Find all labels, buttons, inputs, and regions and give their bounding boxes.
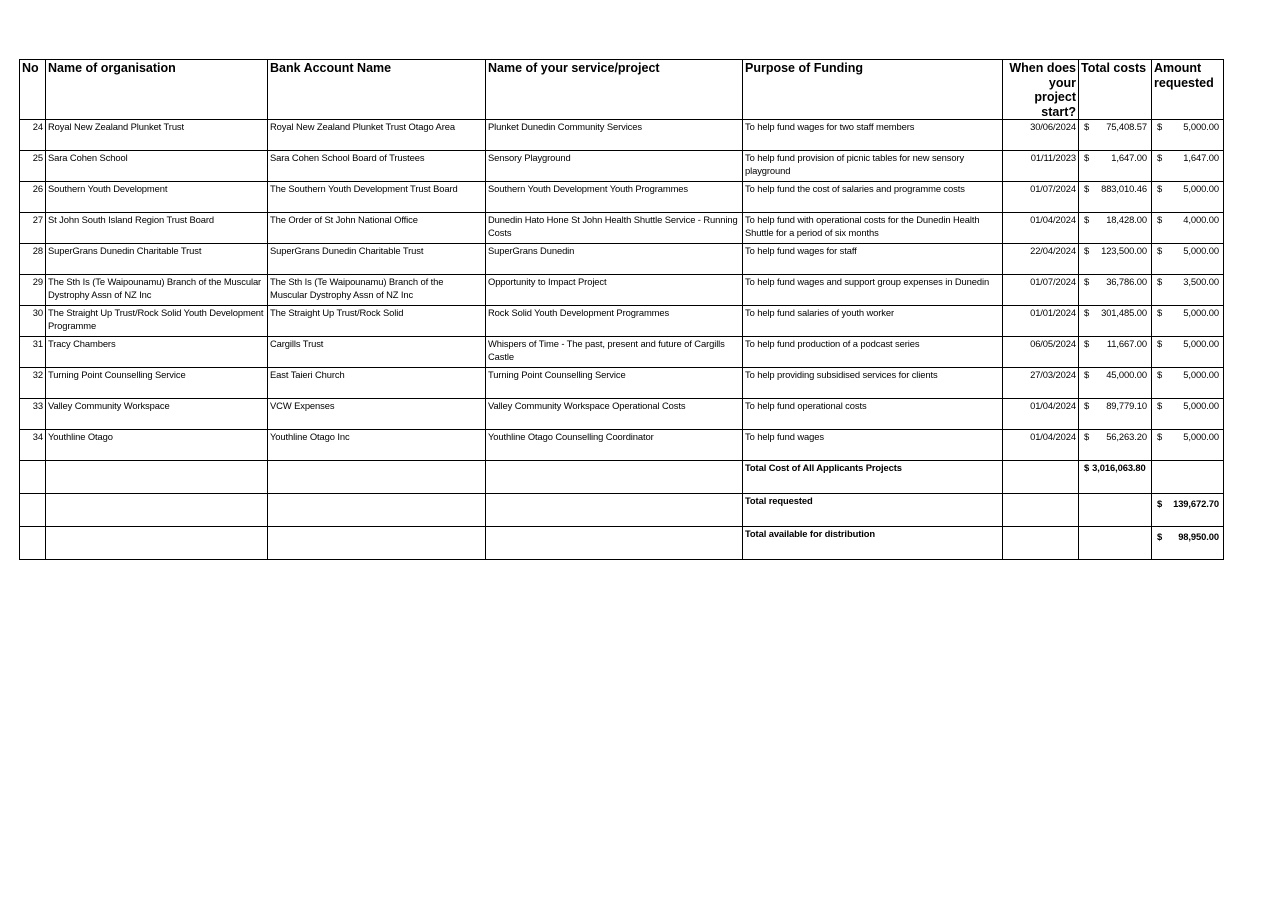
total-requested-cell [1152, 494, 1224, 527]
currency-symbol: $ [1084, 214, 1090, 225]
bank-account-name: The Order of St John National Office [268, 213, 486, 244]
total-available-row [20, 527, 1224, 560]
header-service: Name of your service/project [486, 60, 743, 120]
amount-requested-cell [1152, 213, 1224, 244]
amount-requested-value: 5,000.00 [1183, 183, 1219, 194]
total-cost-cell [1079, 461, 1152, 494]
start-date: 01/04/2024 [1003, 399, 1079, 430]
total-costs-cell [1079, 306, 1152, 337]
total-costs-value: 11,667.00 [1106, 338, 1147, 349]
organisation-name: Tracy Chambers [46, 337, 268, 368]
amount-requested-value: 5,000.00 [1183, 369, 1219, 380]
currency-symbol: $ [1084, 338, 1090, 349]
bank-account-name: Cargills Trust [268, 337, 486, 368]
header-row [20, 60, 1224, 120]
table-row [20, 275, 1224, 306]
organisation-name: Valley Community Workspace [46, 399, 268, 430]
service-name: Plunket Dunedin Community Services [486, 120, 743, 151]
service-name: Sensory Playground [486, 151, 743, 182]
amount-requested-value: 5,000.00 [1183, 121, 1219, 132]
start-date: 27/03/2024 [1003, 368, 1079, 399]
total-costs-cell [1079, 275, 1152, 306]
currency-symbol: $ [1084, 152, 1090, 163]
service-name: Whispers of Time - The past, present and future of Cargills Castle [486, 337, 743, 368]
header-bank-account: Bank Account Name [268, 60, 486, 120]
amount-requested-value: 1,647.00 [1183, 152, 1219, 163]
start-date: 30/06/2024 [1003, 120, 1079, 151]
total-cost-row [20, 461, 1224, 494]
service-name: Youthline Otago Counselling Coordinator [486, 430, 743, 461]
total-costs-value: 301,485.00 [1101, 307, 1147, 318]
table-row [20, 337, 1224, 368]
total-costs-value: 18,428.00 [1106, 214, 1147, 225]
total-available-label: Total available for distribution [743, 527, 1003, 560]
amount-requested-cell [1152, 120, 1224, 151]
funding-purpose: To help fund with operational costs for the Dunedin Health Shuttle for a period of six months [743, 213, 1003, 244]
currency-symbol: $ [1084, 276, 1090, 287]
funding-purpose: To help fund provision of picnic tables for new sensory playground [743, 151, 1003, 182]
currency-symbol: $ [1157, 152, 1163, 163]
bank-account-name: VCW Expenses [268, 399, 486, 430]
bank-account-name: The Sth Is (Te Waipounamu) Branch of the Muscular Dystrophy Assn of NZ Inc [268, 275, 486, 306]
total-costs-cell [1079, 244, 1152, 275]
total-available-cell [1152, 527, 1224, 560]
organisation-name: Sara Cohen School [46, 151, 268, 182]
amount-requested-cell [1152, 275, 1224, 306]
currency-symbol: $ [1084, 462, 1090, 473]
total-costs-cell [1079, 151, 1152, 182]
organisation-name: The Sth Is (Te Waipounamu) Branch of the Muscular Dystrophy Assn of NZ Inc [46, 275, 268, 306]
total-cost-value: 3,016,063.80 [1092, 462, 1146, 473]
row-number: 28 [20, 244, 46, 275]
currency-symbol: $ [1157, 307, 1163, 318]
amount-requested-value: 3,500.00 [1183, 276, 1219, 287]
header-start-date: When does your project start? [1003, 60, 1079, 120]
total-costs-cell [1079, 182, 1152, 213]
funding-purpose: To help fund the cost of salaries and programme costs [743, 182, 1003, 213]
total-costs-cell [1079, 337, 1152, 368]
organisation-name: St John South Island Region Trust Board [46, 213, 268, 244]
row-number: 31 [20, 337, 46, 368]
row-number: 30 [20, 306, 46, 337]
total-costs-cell [1079, 213, 1152, 244]
currency-symbol: $ [1084, 307, 1090, 318]
table-row [20, 120, 1224, 151]
start-date: 22/04/2024 [1003, 244, 1079, 275]
currency-symbol: $ [1157, 431, 1163, 442]
service-name: Valley Community Workspace Operational Costs [486, 399, 743, 430]
currency-symbol: $ [1157, 338, 1163, 349]
row-number: 34 [20, 430, 46, 461]
header-purpose: Purpose of Funding [743, 60, 1003, 120]
amount-requested-cell [1152, 337, 1224, 368]
organisation-name: Turning Point Counselling Service [46, 368, 268, 399]
amount-requested-cell [1152, 430, 1224, 461]
funding-purpose: To help fund wages for staff [743, 244, 1003, 275]
service-name: SuperGrans Dunedin [486, 244, 743, 275]
currency-symbol: $ [1084, 245, 1090, 256]
header-total-costs: Total costs [1079, 60, 1152, 120]
amount-requested-value: 5,000.00 [1183, 400, 1219, 411]
total-costs-value: 883,010.46 [1101, 183, 1147, 194]
organisation-name: SuperGrans Dunedin Charitable Trust [46, 244, 268, 275]
amount-requested-cell [1152, 368, 1224, 399]
start-date: 01/04/2024 [1003, 213, 1079, 244]
funding-purpose: To help fund operational costs [743, 399, 1003, 430]
bank-account-name: SuperGrans Dunedin Charitable Trust [268, 244, 486, 275]
amount-requested-cell [1152, 306, 1224, 337]
table-row [20, 151, 1224, 182]
total-costs-cell [1079, 368, 1152, 399]
bank-account-name: Sara Cohen School Board of Trustees [268, 151, 486, 182]
total-costs-value: 36,786.00 [1106, 276, 1147, 287]
table-row [20, 244, 1224, 275]
funding-purpose: To help fund production of a podcast series [743, 337, 1003, 368]
bank-account-name: East Taieri Church [268, 368, 486, 399]
currency-symbol: $ [1084, 400, 1090, 411]
header-organisation: Name of organisation [46, 60, 268, 120]
header-no: No [20, 60, 46, 120]
service-name: Rock Solid Youth Development Programmes [486, 306, 743, 337]
currency-symbol: $ [1084, 183, 1090, 194]
amount-requested-value: 4,000.00 [1183, 214, 1219, 225]
start-date: 01/04/2024 [1003, 430, 1079, 461]
amount-requested-cell [1152, 244, 1224, 275]
start-date: 01/07/2024 [1003, 275, 1079, 306]
total-costs-value: 123,500.00 [1101, 245, 1147, 256]
total-costs-cell [1079, 120, 1152, 151]
total-requested-value: 139,672.70 [1173, 498, 1219, 509]
currency-symbol: $ [1157, 183, 1163, 194]
service-name: Turning Point Counselling Service [486, 368, 743, 399]
total-costs-value: 56,263.20 [1106, 431, 1147, 442]
currency-symbol: $ [1157, 531, 1163, 542]
table-row [20, 182, 1224, 213]
total-costs-value: 75,408.57 [1106, 121, 1147, 132]
start-date: 01/07/2024 [1003, 182, 1079, 213]
start-date: 01/11/2023 [1003, 151, 1079, 182]
row-number: 33 [20, 399, 46, 430]
bank-account-name: The Southern Youth Development Trust Board [268, 182, 486, 213]
amount-requested-value: 5,000.00 [1183, 338, 1219, 349]
amount-requested-value: 5,000.00 [1183, 307, 1219, 318]
currency-symbol: $ [1157, 276, 1163, 287]
start-date: 06/05/2024 [1003, 337, 1079, 368]
currency-symbol: $ [1157, 369, 1163, 380]
currency-symbol: $ [1084, 369, 1090, 380]
table-row [20, 213, 1224, 244]
service-name: Opportunity to Impact Project [486, 275, 743, 306]
organisation-name: Southern Youth Development [46, 182, 268, 213]
row-number: 24 [20, 120, 46, 151]
funding-purpose: To help providing subsidised services for clients [743, 368, 1003, 399]
total-requested-label: Total requested [743, 494, 1003, 527]
bank-account-name: Royal New Zealand Plunket Trust Otago Area [268, 120, 486, 151]
funding-purpose: To help fund salaries of youth worker [743, 306, 1003, 337]
start-date: 01/01/2024 [1003, 306, 1079, 337]
total-costs-cell [1079, 430, 1152, 461]
table-row [20, 306, 1224, 337]
bank-account-name: Youthline Otago Inc [268, 430, 486, 461]
row-number: 26 [20, 182, 46, 213]
currency-symbol: $ [1084, 121, 1090, 132]
row-number: 29 [20, 275, 46, 306]
row-number: 32 [20, 368, 46, 399]
funding-purpose: To help fund wages and support group expenses in Dunedin [743, 275, 1003, 306]
total-available-value: 98,950.00 [1178, 531, 1219, 542]
total-costs-value: 1,647.00 [1111, 152, 1147, 163]
bank-account-name: The Straight Up Trust/Rock Solid [268, 306, 486, 337]
total-costs-value: 89,779.10 [1106, 400, 1147, 411]
totals-section [20, 461, 1224, 560]
row-number: 25 [20, 151, 46, 182]
funding-applications-table [19, 59, 1224, 560]
amount-requested-cell [1152, 182, 1224, 213]
currency-symbol: $ [1084, 431, 1090, 442]
row-number: 27 [20, 213, 46, 244]
organisation-name: The Straight Up Trust/Rock Solid Youth Development Programme [46, 306, 268, 337]
funding-purpose: To help fund wages [743, 430, 1003, 461]
total-costs-cell [1079, 399, 1152, 430]
currency-symbol: $ [1157, 400, 1163, 411]
total-requested-row [20, 494, 1224, 527]
header-amount-requested: Amount requested [1152, 60, 1224, 120]
table-row [20, 399, 1224, 430]
organisation-name: Royal New Zealand Plunket Trust [46, 120, 268, 151]
service-name: Dunedin Hato Hone St John Health Shuttle Service - Running Costs [486, 213, 743, 244]
organisation-name: Youthline Otago [46, 430, 268, 461]
total-cost-label: Total Cost of All Applicants Projects [743, 461, 1003, 494]
currency-symbol: $ [1157, 245, 1163, 256]
table-body [20, 120, 1224, 461]
amount-requested-cell [1152, 151, 1224, 182]
total-costs-value: 45,000.00 [1106, 369, 1147, 380]
service-name: Southern Youth Development Youth Programmes [486, 182, 743, 213]
currency-symbol: $ [1157, 121, 1163, 132]
funding-purpose: To help fund wages for two staff members [743, 120, 1003, 151]
amount-requested-value: 5,000.00 [1183, 245, 1219, 256]
table-row [20, 368, 1224, 399]
amount-requested-value: 5,000.00 [1183, 431, 1219, 442]
amount-requested-cell [1152, 399, 1224, 430]
currency-symbol: $ [1157, 498, 1163, 509]
currency-symbol: $ [1157, 214, 1163, 225]
table-row [20, 430, 1224, 461]
